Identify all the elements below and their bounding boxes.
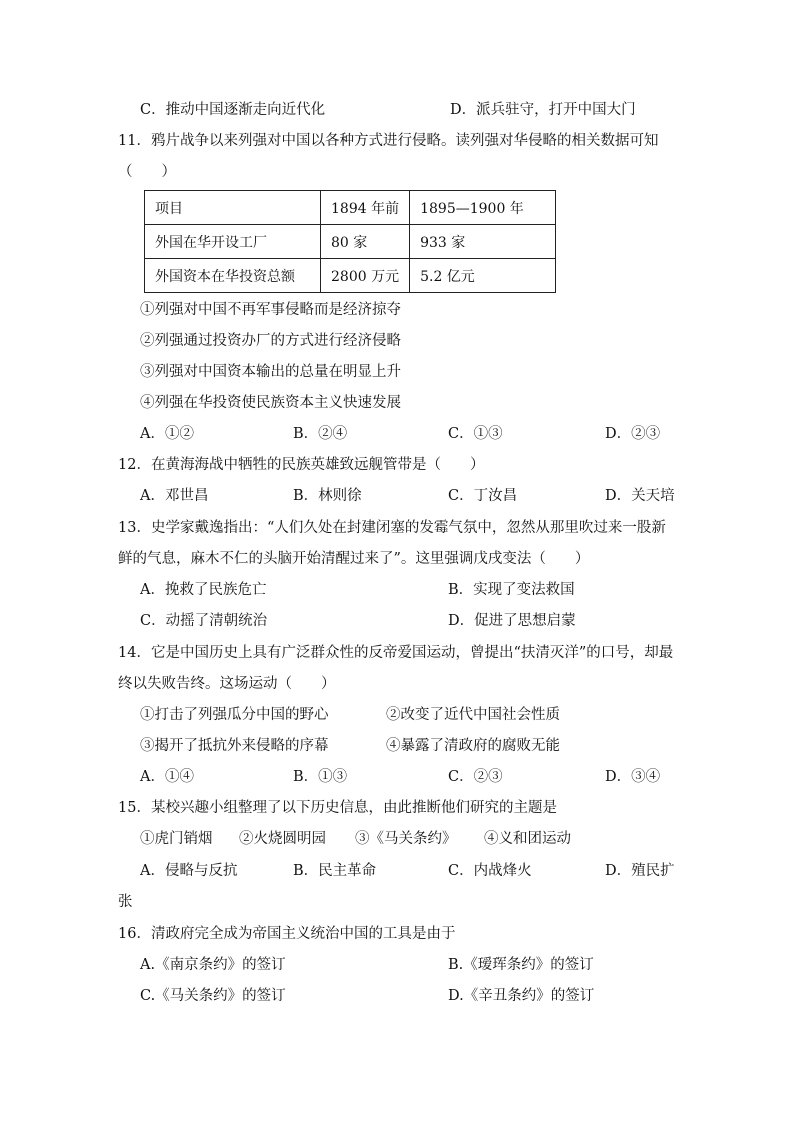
q14-statement: ④暴露了清政府的腐败无能 <box>386 738 560 754</box>
q11-option-a: A．①② <box>140 426 194 442</box>
table-cell: 外国资本在华投资总额 <box>145 259 321 293</box>
q12-option-a: A．邓世昌 <box>140 488 209 504</box>
table-cell: 5.2 亿元 <box>410 259 556 293</box>
q15-option-c: C．内战烽火 <box>448 863 532 879</box>
q11-statement: ④列强在华投资使民族资本主义快速发展 <box>140 395 401 411</box>
q14-stem-line2: 终以失败告终。这场运动（ ） <box>118 676 336 692</box>
q12-option-b: B．林则徐 <box>293 488 362 504</box>
q15-option-a: A．侵略与反抗 <box>140 863 238 879</box>
q14-stem-line1: 14．它是中国历史上具有广泛群众性的反帝爱国运动，曾提出“扶清灭洋”的口号，却最 <box>118 645 674 661</box>
table-row <box>145 225 556 259</box>
table-header-row <box>145 191 556 225</box>
q16-option-a: A.《南京条约》的签订 <box>140 957 286 973</box>
q15-option-b: B．民主革命 <box>293 863 377 879</box>
q10-option-d: D．派兵驻守，打开中国大门 <box>450 102 636 118</box>
q11-answer-bracket: （ ） <box>118 164 176 180</box>
table-header-cell: 1894 年前 <box>321 191 410 225</box>
q11-option-c: C．①③ <box>448 426 503 442</box>
q14-statement: ②改变了近代中国社会性质 <box>386 707 560 723</box>
q11-statement: ③列强对中国资本输出的总量在明显上升 <box>140 364 401 380</box>
q15-item: ①虎门销烟 <box>140 831 213 847</box>
q13-stem-line2: 鲜的气息，麻木不仁的头脑开始清醒过来了”。这里强调戊戌变法（ ） <box>118 551 590 567</box>
q12-option-d: D．关天培 <box>605 488 675 504</box>
q11-option-b: B．②④ <box>293 426 348 442</box>
table-cell: 933 家 <box>410 225 556 259</box>
table-header-cell: 项目 <box>145 191 321 225</box>
q13-option-a: A．挽救了民族危亡 <box>140 582 267 598</box>
q16-stem: 16．清政府完全成为帝国主义统治中国的工具是由于 <box>118 926 456 942</box>
q11-stem: 11．鸦片战争以来列强对中国以各种方式进行侵略。读列强对华侵略的相关数据可知 <box>118 133 659 149</box>
q11-data-table <box>144 190 556 293</box>
q14-option-a: A．①④ <box>140 769 194 785</box>
q14-statement: ①打击了列强瓜分中国的野心 <box>140 707 329 723</box>
q12-stem: 12．在黄海海战中牺牲的民族英雄致远舰管带是（ ） <box>118 457 485 473</box>
table-cell: 2800 万元 <box>321 259 410 293</box>
q13-option-d: D．促进了思想启蒙 <box>448 613 576 629</box>
q15-option-d-wrap: 张 <box>118 894 133 910</box>
q15-item: ④义和团运动 <box>484 831 571 847</box>
q15-item: ③《马关条约》 <box>355 831 457 847</box>
q14-statement: ③揭开了抵抗外来侵略的序幕 <box>140 738 329 754</box>
q14-option-b: B．①③ <box>293 769 348 785</box>
q15-option-d: D．殖民扩 <box>605 863 675 879</box>
q16-option-c: C.《马关条约》的签订 <box>140 988 286 1004</box>
q14-option-d: D．③④ <box>605 769 661 785</box>
table-header-cell: 1895—1900 年 <box>410 191 556 225</box>
q16-option-b: B.《瑷珲条约》的签订 <box>448 957 594 973</box>
q13-stem-line1: 13．史学家戴逸指出：“人们久处在封建闭塞的发霉气氛中，忽然从那里吹过来一股新 <box>118 520 666 536</box>
table-cell: 80 家 <box>321 225 410 259</box>
q13-option-b: B．实现了变法救国 <box>448 582 575 598</box>
q15-stem: 15．某校兴趣小组整理了以下历史信息，由此推断他们研究的主题是 <box>118 800 557 816</box>
q13-option-c: C．动摇了清朝统治 <box>140 613 268 629</box>
q14-option-c: C．②③ <box>448 769 503 785</box>
q11-statement: ①列强对中国不再军事侵略而是经济掠夺 <box>140 302 401 318</box>
q15-item: ②火烧圆明园 <box>239 831 326 847</box>
q16-option-d: D.《辛丑条约》的签订 <box>448 988 595 1004</box>
q10-option-c: C．推动中国逐渐走向近代化 <box>140 102 326 118</box>
table-row <box>145 259 556 293</box>
q11-statement: ②列强通过投资办厂的方式进行经济侵略 <box>140 333 401 349</box>
table-cell: 外国在华开设工厂 <box>145 225 321 259</box>
q12-option-c: C．丁汝昌 <box>448 488 518 504</box>
q11-option-d: D．②③ <box>605 426 661 442</box>
